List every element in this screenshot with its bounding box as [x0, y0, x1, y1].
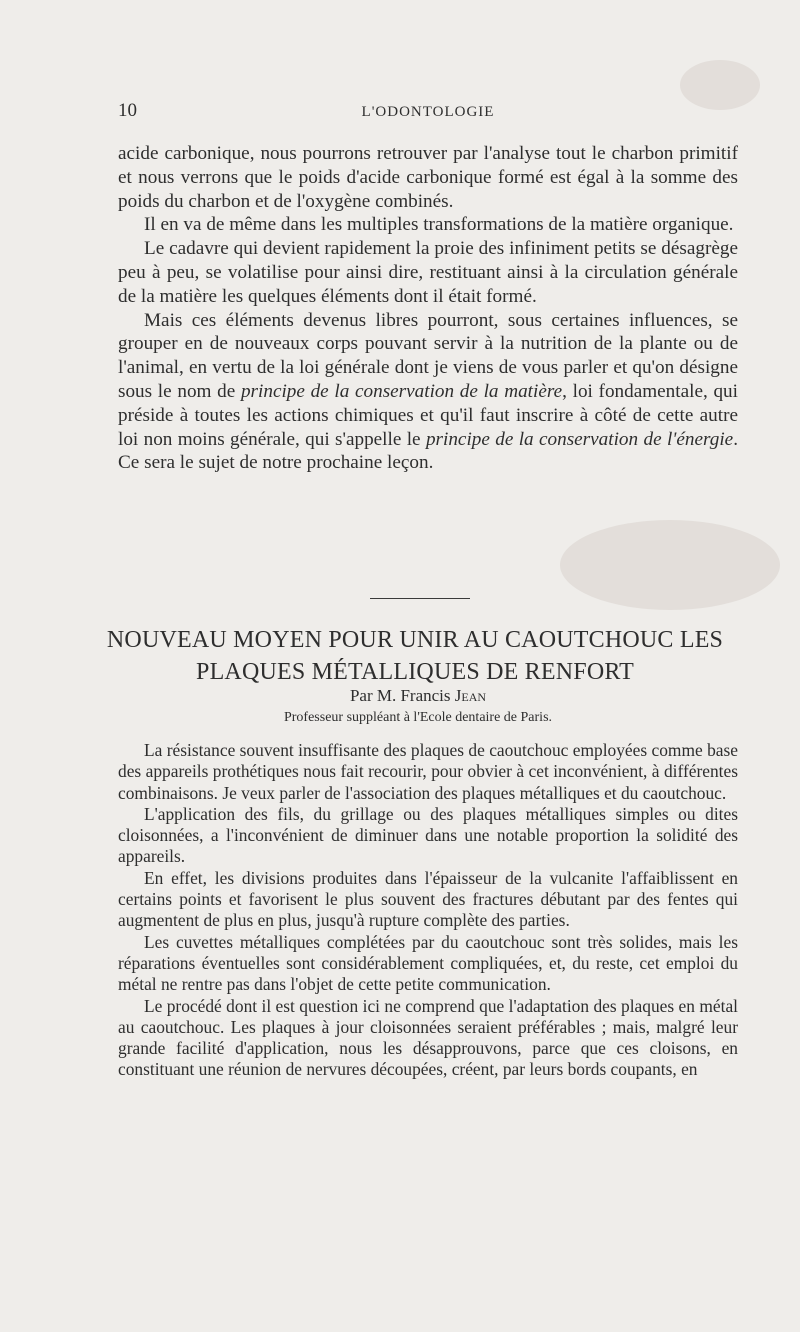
italic-term: principe de la conservation de la matière: [240, 380, 563, 402]
paper-stain: [560, 520, 780, 610]
running-title: L'ODONTOLOGIE: [361, 104, 495, 120]
article-title: [100, 624, 730, 688]
paragraph: En effet, les divisions produites dans l'épaisseur de la vulcanite l'affaiblissent en certains points et favorisent le plus souvent des fractures débutant par des fentes qui augmentent de plus en plus, jusqu'à rupture complète des parties.: [118, 867, 738, 931]
body-text-section-1: [118, 142, 738, 475]
paragraph: Les cuvettes métalliques complétées par du caoutchouc sont très solides, mais les réparations éventuelles sont considérablement compliquées, et, du reste, cet emploi du métal ne rentre pas dans l'objet de cette petite communication.: [118, 931, 738, 995]
page-number: 10: [118, 100, 137, 121]
paragraph: L'application des fils, du grillage ou des plaques métalliques simples ou dites cloisonnées, a l'inconvénient de diminuer dans une notable proportion la solidité des appareils.: [118, 803, 738, 867]
title-line: NOUVEAU MOYEN POUR UNIR AU CAOUTCHOUC LES: [106, 627, 724, 653]
paragraph: acide carbonique, nous pourrons retrouver par l'analyse tout le charbon primitif et nous verrons que le poids d'acide carbonique formé est égal à la somme des poids du charbon et de l'oxygène combinés.: [118, 143, 738, 212]
title-line: PLAQUES MÉTALLIQUES DE RENFORT: [196, 659, 634, 685]
author-affiliation: Professeur suppléant à l'Ecole dentaire de Paris.: [283, 710, 553, 725]
paragraph: Il en va de même dans les multiples transformations de la matière organique.: [144, 214, 734, 236]
author-name: Jean: [454, 686, 487, 705]
paragraph-text: , loi fondamentale, qui préside à toutes les actions chimiques et qu'il faut inscrire à côté de cette autre loi non moins générale, qui s'appelle le: [118, 380, 738, 450]
paragraph: La résistance souvent insuffisante des plaques de caoutchouc employées comme base des appareils prothétiques nous fait recourir, pour obvier à cet inconvénient, à différentes combinaisons. Je veux parler de l'association des plaques métalliques et du caoutchouc.: [118, 740, 738, 803]
byline-prefix: Par M. Francis: [349, 686, 455, 705]
byline: [118, 686, 718, 706]
paragraph: [118, 309, 738, 476]
paragraph-text: Mais ces éléments devenus libres pourront, sous certaines influences, se grouper en de nouveaux corps pouvant servir à la nutrition de la plante ou de l'animal, en vertu de la loi générale dont je viens de vous parler et qu'on désigne sous le nom de: [118, 309, 738, 402]
section-divider: [370, 598, 470, 599]
body-text-section-2: [118, 740, 738, 1081]
paragraph-text: . Ce sera le sujet de notre prochaine leçon.: [118, 428, 738, 474]
italic-term: principe de la conservation de l'énergie: [425, 428, 734, 450]
paragraph: Le procédé dont il est question ici ne comprend que l'adaptation des plaques en métal au caoutchouc. Les plaques à jour cloisonnées seraient préférables ; mais, malgré leur grande facilité d'application, nous les désapprouvons, parce que ces cloisons, en constituant une réunion de nervures découpées, créent, par leurs bords coupants, en: [118, 995, 738, 1080]
paragraph: Le cadavre qui devient rapidement la proie des infiniment petits se désagrège peu à peu, se volatilise pour ainsi dire, restituant ainsi à la circulation générale de la matière les quelques éléments dont il était formé.: [118, 238, 738, 307]
page-header: [118, 100, 738, 128]
